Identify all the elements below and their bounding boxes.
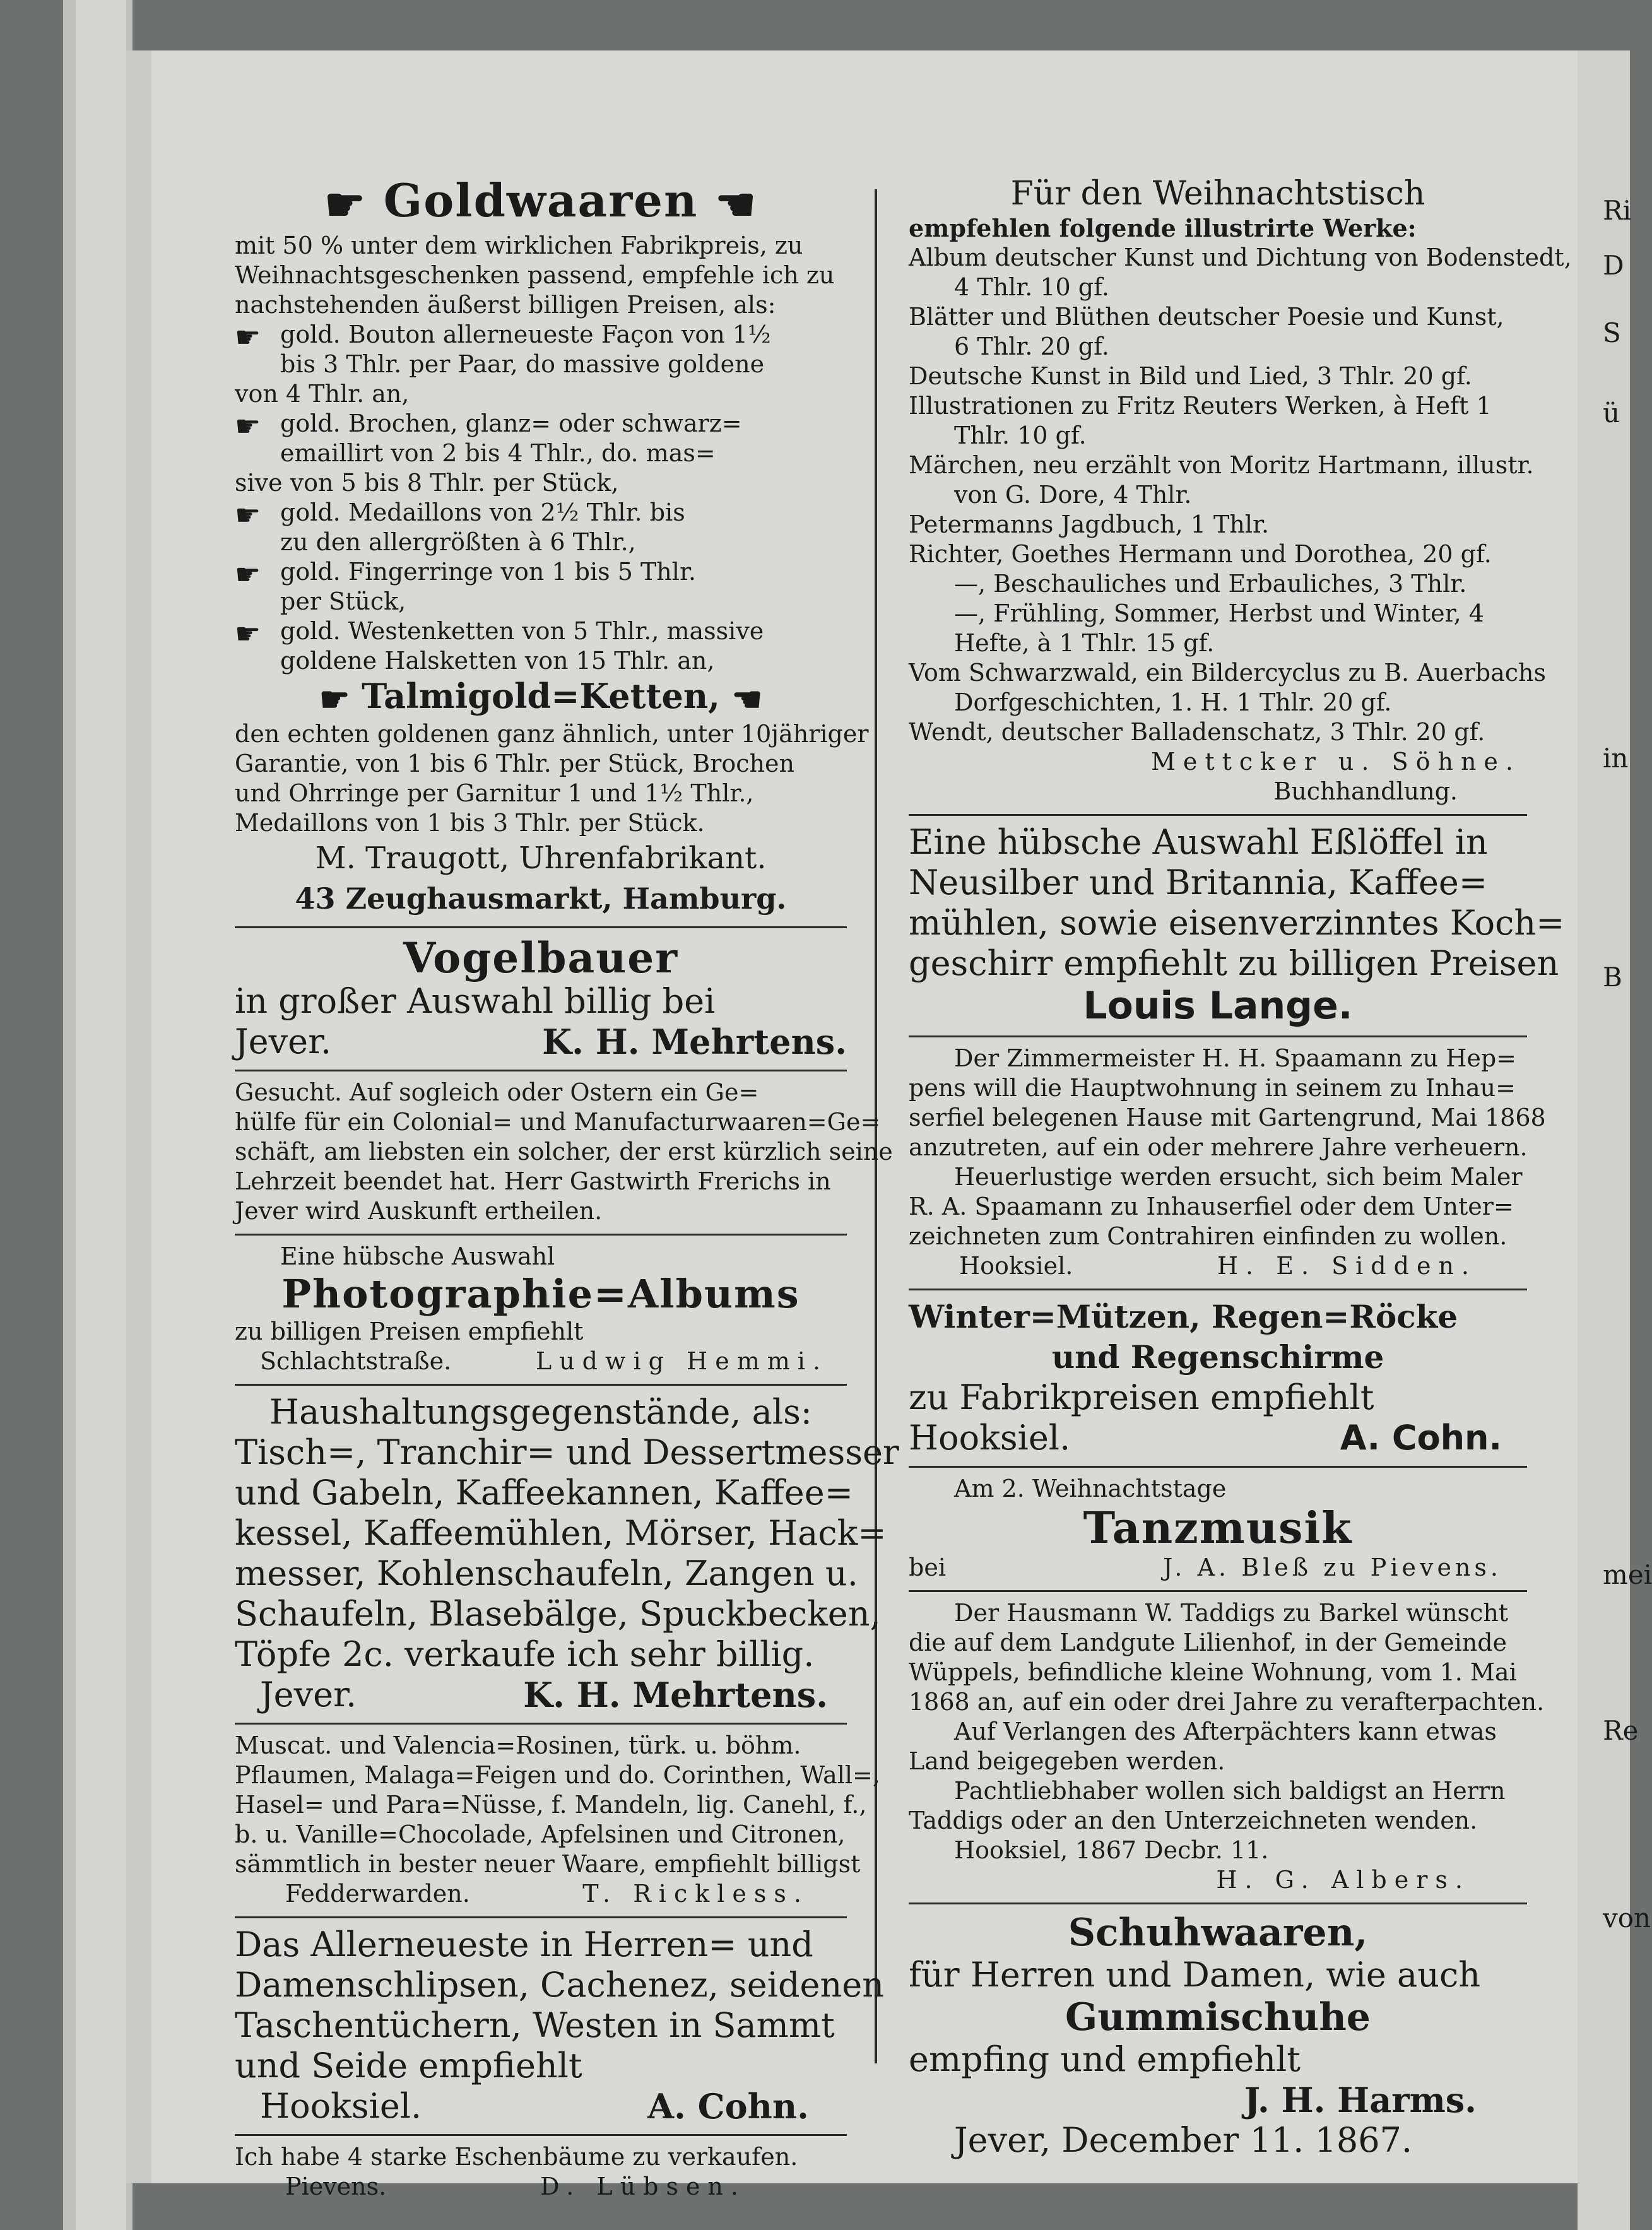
gold-item-line: per Stück, bbox=[280, 587, 406, 615]
haushalt-line: Schaufeln, Blasebälge, Spuckbecken, bbox=[235, 1593, 881, 1634]
spaamann-signature bbox=[909, 1251, 1527, 1281]
merchant-name: A. Cohn. bbox=[647, 2085, 809, 2127]
taddigs-line: Hooksiel, 1867 Decbr. 11. bbox=[954, 1836, 1269, 1864]
talmi-line: Medaillons von 1 bis 3 Thlr. per Stück. bbox=[235, 808, 705, 837]
gesucht-line: hülfe für ein Colonial= und Manufacturwaaren=Ge= bbox=[235, 1107, 881, 1136]
place: Fedderwarden. bbox=[285, 1879, 470, 1908]
haushalt-line: und Gabeln, Kaffeekannen, Kaffee= bbox=[235, 1472, 853, 1513]
tanz-title: Tanzmusik bbox=[1083, 1503, 1353, 1554]
edge-fragment: B bbox=[1603, 962, 1622, 993]
spaamann-line: serfiel belegenen Hause mit Gartengrund, Mai 1868 bbox=[909, 1104, 1546, 1131]
eschen-line: Ich habe 4 starke Eschenbäume zu verkaufen. bbox=[235, 2142, 798, 2171]
pointing-hand-left-icon: ☚ bbox=[731, 678, 763, 719]
ad-winter bbox=[909, 1293, 1527, 1463]
divider bbox=[235, 1384, 847, 1386]
talmi-title: Talmigold=Ketten, bbox=[362, 676, 720, 716]
gold-address: 43 Zeughausmarkt, Hamburg. bbox=[295, 881, 787, 916]
loeffel-line: Eine hübsche Auswahl Eßlöffel in bbox=[909, 822, 1488, 862]
talmi-line: und Ohrringe per Garnitur 1 und 1½ Thlr., bbox=[235, 779, 754, 807]
winter-line: zu Fabrikpreisen empfiehlt bbox=[909, 1378, 1374, 1417]
gold-item-line: von 4 Thlr. an, bbox=[235, 380, 410, 408]
gesucht-line: schäft, am liebsten ein solcher, der erst kürzlich seine bbox=[235, 1137, 893, 1165]
taddigs-line: Taddigs oder an den Unterzeichneten wenden. bbox=[909, 1807, 1478, 1834]
taddigs-line: Auf Verlangen des Afterpächters kann etwas bbox=[954, 1718, 1497, 1745]
gold-item-bouton bbox=[235, 320, 847, 379]
divider bbox=[235, 926, 847, 928]
book-line: Petermanns Jagdbuch, 1 Thlr. bbox=[909, 510, 1270, 538]
ad-muscat bbox=[235, 1727, 880, 1914]
gold-intro-2: Weihnachtsgeschenken passend, empfehle ich zu bbox=[235, 261, 835, 289]
weihnacht-sig2: Buchhandlung. bbox=[1273, 777, 1458, 805]
divider bbox=[909, 1590, 1527, 1592]
merchant-name: A. Cohn. bbox=[1340, 1418, 1502, 1458]
schuh-line: empfing und empfiehlt bbox=[909, 2039, 1301, 2079]
book-line: Märchen, neu erzählt von Moritz Hartmann, illustr. bbox=[909, 451, 1534, 479]
schlipse-line: Das Allerneueste in Herren= und bbox=[235, 1924, 813, 1964]
gold-item-line: goldene Halsketten von 15 Thlr. an, bbox=[280, 647, 715, 675]
ad-schuh bbox=[909, 1907, 1527, 2166]
haushalt-signature bbox=[235, 1675, 847, 1715]
merchant-name: T. Rickless. bbox=[582, 1879, 809, 1908]
spaamann-line: zeichneten zum Contrahiren einfinden zu wollen. bbox=[909, 1222, 1507, 1250]
spaamann-line: Heuerlustige werden ersucht, sich beim Maler bbox=[954, 1163, 1523, 1191]
book-line: 4 Thlr. 10 gf. bbox=[954, 273, 1109, 301]
pointing-hand-icon: ☛ bbox=[319, 678, 350, 719]
place: Hooksiel. bbox=[959, 1252, 1073, 1280]
ad-schlipse bbox=[235, 1921, 885, 2132]
taddigs-line: Land beigegeben werden. bbox=[909, 1747, 1225, 1775]
merchant-name: D. Lübsen. bbox=[540, 2172, 746, 2200]
divider bbox=[909, 1289, 1527, 1290]
ad-haushalt bbox=[235, 1388, 899, 1720]
goldwaaren-heading bbox=[235, 174, 847, 231]
tanz-line bbox=[909, 1553, 1527, 1583]
muscat-line: b. u. Vanille=Chocolade, Apfelsinen und Citronen, bbox=[235, 1820, 846, 1848]
loeffel-line: mühlen, sowie eisenverzinntes Koch= bbox=[909, 903, 1565, 943]
book-line: Thlr. 10 gf. bbox=[954, 422, 1087, 449]
divider bbox=[909, 1035, 1527, 1037]
book-line: Dorfgeschichten, 1. H. 1 Thlr. 20 gf. bbox=[954, 688, 1392, 716]
muscat-signature bbox=[235, 1879, 847, 1909]
muscat-line: Pflaumen, Malaga=Feigen und do. Corinthen, Wall=, bbox=[235, 1761, 880, 1789]
schlipse-line: Taschentüchern, Westen in Sammt bbox=[235, 2005, 835, 2045]
gold-item-line: gold. Bouton allerneueste Façon von 1½ bbox=[280, 321, 771, 348]
place: Hooksiel. bbox=[260, 2085, 422, 2126]
book-line: Album deutscher Kunst und Dichtung von Bodenstedt, bbox=[909, 244, 1572, 271]
divider bbox=[235, 1916, 847, 1918]
gold-signature: M. Traugott, Uhrenfabrikant. bbox=[315, 840, 767, 876]
gold-item-line: bis 3 Thlr. per Paar, do massive goldene bbox=[280, 350, 765, 378]
merchant-name: J. A. Bleß zu Pievens. bbox=[1163, 1554, 1502, 1581]
gold-item-line: gold. Fingerringe von 1 bis 5 Thlr. bbox=[280, 558, 697, 586]
winter-line: und Regenschirme bbox=[1051, 1338, 1384, 1376]
merchant-name: J. H. Harms. bbox=[1244, 2080, 1477, 2120]
haushalt-line: messer, Kohlenschaufeln, Zangen u. bbox=[235, 1553, 858, 1593]
ad-tanz bbox=[909, 1470, 1527, 1588]
ad-weihnachtstisch bbox=[909, 170, 1572, 811]
schlipse-line: Damenschlipsen, Cachenez, seidenen bbox=[235, 1964, 885, 2005]
spaamann-line: pens will die Hauptwohnung in seinem zu Inhau= bbox=[909, 1074, 1516, 1102]
ad-taddigs bbox=[909, 1595, 1545, 1900]
spaamann-line: R. A. Spaamann zu Inhauserfiel oder dem Unter= bbox=[909, 1193, 1514, 1220]
pointing-hand-icon: ☛ bbox=[235, 320, 261, 354]
gesucht-line: Lehrzeit beendet hat. Herr Gastwirth Frerichs in bbox=[235, 1167, 831, 1195]
pointing-hand-left-icon: ☚ bbox=[715, 177, 757, 231]
divider bbox=[909, 1903, 1527, 1904]
vogelbauer-line: in großer Auswahl billig bei bbox=[235, 981, 716, 1021]
winter-signature bbox=[909, 1418, 1527, 1458]
loeffel-line: geschirr empfiehlt zu billigen Preisen bbox=[909, 943, 1559, 983]
taddigs-line: Pachtliebhaber wollen sich baldigst an Herrn bbox=[954, 1777, 1506, 1805]
divider bbox=[235, 2134, 847, 2136]
divider bbox=[909, 814, 1527, 816]
gold-item-line: zu den allergrößten à 6 Thlr., bbox=[280, 528, 636, 556]
talmi-heading bbox=[235, 676, 847, 719]
gesucht-line: Jever wird Auskunft ertheilen. bbox=[235, 1196, 603, 1225]
next-page-edge bbox=[1603, 126, 1652, 1933]
place: Schlachtstraße. bbox=[260, 1347, 452, 1375]
place: Hooksiel. bbox=[909, 1418, 1071, 1458]
vogelbauer-signature bbox=[235, 1022, 847, 1062]
pointing-hand-icon: ☛ bbox=[235, 616, 261, 651]
weihnacht-title: Für den Weihnachtstisch bbox=[1010, 175, 1425, 213]
vogelbauer-title: Vogelbauer bbox=[403, 933, 679, 982]
book-line: Vom Schwarzwald, ein Bildercyclus zu B. Auerbachs bbox=[909, 659, 1547, 687]
winter-line: Winter=Mützen, Regen=Röcke bbox=[909, 1298, 1458, 1335]
haushalt-line: Töpfe 2c. verkaufe ich sehr billig. bbox=[235, 1634, 815, 1674]
taddigs-line: 1868 an, auf ein oder drei Jahre zu verafterpachten. bbox=[909, 1688, 1545, 1716]
edge-fragment: in bbox=[1603, 743, 1629, 774]
book-line: Blätter und Blüthen deutscher Poesie und Kunst, bbox=[909, 303, 1504, 331]
divider bbox=[235, 1234, 847, 1236]
muscat-line: Hasel= und Para=Nüsse, f. Mandeln, lig. Canehl, f., bbox=[235, 1790, 867, 1819]
spaamann-line: Der Zimmermeister H. H. Spaamann zu Hep= bbox=[954, 1044, 1516, 1072]
gold-item-brochen bbox=[235, 409, 847, 468]
ad-spaamann bbox=[909, 1040, 1546, 1286]
schlipse-line: und Seide empfiehlt bbox=[235, 2045, 582, 2085]
talmi-line: Garantie, von 1 bis 6 Thlr. per Stück, Brochen bbox=[235, 749, 794, 777]
edge-fragment: Ri bbox=[1603, 195, 1632, 226]
gold-item-line: gold. Brochen, glanz= oder schwarz= bbox=[280, 410, 742, 437]
gold-item-line: gold. Medaillons von 2½ Thlr. bis bbox=[280, 499, 685, 526]
taddigs-line: Der Hausmann W. Taddigs zu Barkel wünscht bbox=[954, 1599, 1509, 1627]
taddigs-signature: H. G. Albers. bbox=[1216, 1866, 1470, 1894]
ad-vogelbauer bbox=[235, 931, 847, 1067]
pointing-hand-icon: ☛ bbox=[324, 177, 367, 231]
taddigs-line: Wüppels, befindliche kleine Wohnung, vom 1. Mai bbox=[909, 1658, 1517, 1686]
weihnacht-sig1: Mettcker u. Söhne. bbox=[1150, 748, 1521, 776]
divider bbox=[235, 1723, 847, 1725]
place: Jever. bbox=[235, 1021, 332, 1061]
divider bbox=[235, 1070, 847, 1071]
gold-item-medaillons bbox=[235, 498, 847, 557]
book-line: Illustrationen zu Fritz Reuters Werken, à Heft 1 bbox=[909, 392, 1492, 420]
muscat-line: Muscat. und Valencia=Rosinen, türk. u. böhm. bbox=[235, 1731, 801, 1759]
gold-intro-1: mit 50 % unter dem wirklichen Fabrikpreis, zu bbox=[235, 232, 803, 259]
book-line: Hefte, à 1 Thlr. 15 gf. bbox=[954, 629, 1215, 657]
schuh-title2: Gummischuhe bbox=[1065, 1995, 1371, 2039]
taddigs-line: die auf dem Landgute Lilienhof, in der Gemeinde bbox=[909, 1629, 1507, 1656]
merchant-name: H. E. Sidden. bbox=[1217, 1252, 1477, 1280]
schlipse-signature bbox=[235, 2086, 847, 2127]
photo-title: Photographie=Albums bbox=[281, 1270, 800, 1317]
pointing-hand-icon: ☛ bbox=[235, 557, 261, 591]
place: Pievens. bbox=[285, 2172, 387, 2200]
haushalt-line: Tisch=, Tranchir= und Dessertmesser bbox=[235, 1432, 899, 1472]
place: Jever. bbox=[260, 1674, 357, 1714]
book-line: 6 Thlr. 20 gf. bbox=[954, 333, 1109, 360]
edge-fragment: Re bbox=[1603, 1715, 1639, 1746]
book-line: Deutsche Kunst in Bild und Lied, 3 Thlr. 20 gf. bbox=[909, 362, 1472, 390]
merchant-name: Ludwig Hemmi. bbox=[535, 1347, 828, 1375]
photo-pre: Eine hübsche Auswahl bbox=[280, 1242, 555, 1270]
book-line: —, Beschauliches und Erbauliches, 3 Thlr. bbox=[954, 570, 1467, 598]
tanz-bei: bei bbox=[909, 1554, 946, 1581]
haushalt-line: kessel, Kaffeemühlen, Mörser, Hack= bbox=[235, 1513, 887, 1553]
loeffel-name: Louis Lange. bbox=[1083, 984, 1353, 1028]
photo-line: zu billigen Preisen empfiehlt bbox=[235, 1317, 584, 1345]
goldwaaren-title: Goldwaaren bbox=[383, 174, 699, 227]
edge-fragment: mei bbox=[1603, 1559, 1652, 1590]
spaamann-line: anzutreten, auf ein oder mehrere Jahre verheuern. bbox=[909, 1133, 1528, 1161]
muscat-line: sämmtlich in bester neuer Waare, empfiehlt billigst bbox=[235, 1849, 861, 1878]
right-column bbox=[909, 170, 1572, 2166]
gold-item-line: gold. Westenketten von 5 Thlr., massive bbox=[280, 617, 764, 645]
talmi-line: den echten goldenen ganz ähnlich, unter 10jähriger bbox=[235, 719, 869, 748]
book-line: Wendt, deutscher Balladenschatz, 3 Thlr. 20 gf. bbox=[909, 718, 1485, 746]
gold-item-westenketten bbox=[235, 616, 847, 676]
edge-fragment: von bbox=[1603, 1903, 1651, 1933]
edge-fragment: D bbox=[1603, 250, 1624, 281]
schuh-line: für Herren und Damen, wie auch bbox=[909, 1955, 1480, 1995]
divider bbox=[909, 1466, 1527, 1468]
photo-signature bbox=[235, 1347, 847, 1376]
pointing-hand-icon: ☛ bbox=[235, 498, 261, 532]
book-line: —, Frühling, Sommer, Herbst und Winter, 4 bbox=[954, 599, 1484, 627]
book-line: Richter, Goethes Hermann und Dorothea, 20 gf. bbox=[909, 540, 1492, 568]
ad-eschen bbox=[235, 2139, 847, 2207]
loeffel-line: Neusilber und Britannia, Kaffee= bbox=[909, 863, 1488, 902]
book-line: von G. Dore, 4 Thlr. bbox=[954, 481, 1192, 509]
ad-photo bbox=[235, 1238, 847, 1381]
gold-intro-3: nachstehenden äußerst billigen Preisen, als: bbox=[235, 291, 776, 319]
schuh-title: Schuhwaaren, bbox=[1068, 1911, 1368, 1955]
left-column bbox=[235, 170, 899, 2207]
ad-gesucht bbox=[235, 1074, 893, 1231]
gesucht-line: Gesucht. Auf sogleich oder Ostern ein Ge= bbox=[235, 1078, 759, 1106]
haushalt-line: Haushaltungsgegenstände, als: bbox=[269, 1391, 812, 1432]
schuh-date: Jever, December 11. 1867. bbox=[954, 2120, 1413, 2160]
pointing-hand-icon: ☛ bbox=[235, 409, 261, 443]
gold-item-fingerringe bbox=[235, 557, 847, 616]
weihnacht-sub: empfehlen folgende illustrirte Werke: bbox=[909, 214, 1417, 242]
merchant-name: K. H. Mehrtens. bbox=[523, 1674, 828, 1715]
merchant-name: K. H. Mehrtens. bbox=[542, 1021, 847, 1062]
ad-goldwaaren bbox=[235, 170, 869, 924]
ad-loeffel bbox=[909, 818, 1565, 1033]
tanz-pre: Am 2. Weihnachtstage bbox=[954, 1475, 1227, 1502]
edge-fragment: ü bbox=[1603, 398, 1620, 428]
eschen-signature bbox=[235, 2172, 847, 2202]
edge-fragment: S bbox=[1603, 317, 1621, 348]
gold-item-line: emaillirt von 2 bis 4 Thlr., do. mas= bbox=[280, 439, 716, 467]
gold-item-line: sive von 5 bis 8 Thlr. per Stück, bbox=[235, 469, 619, 497]
